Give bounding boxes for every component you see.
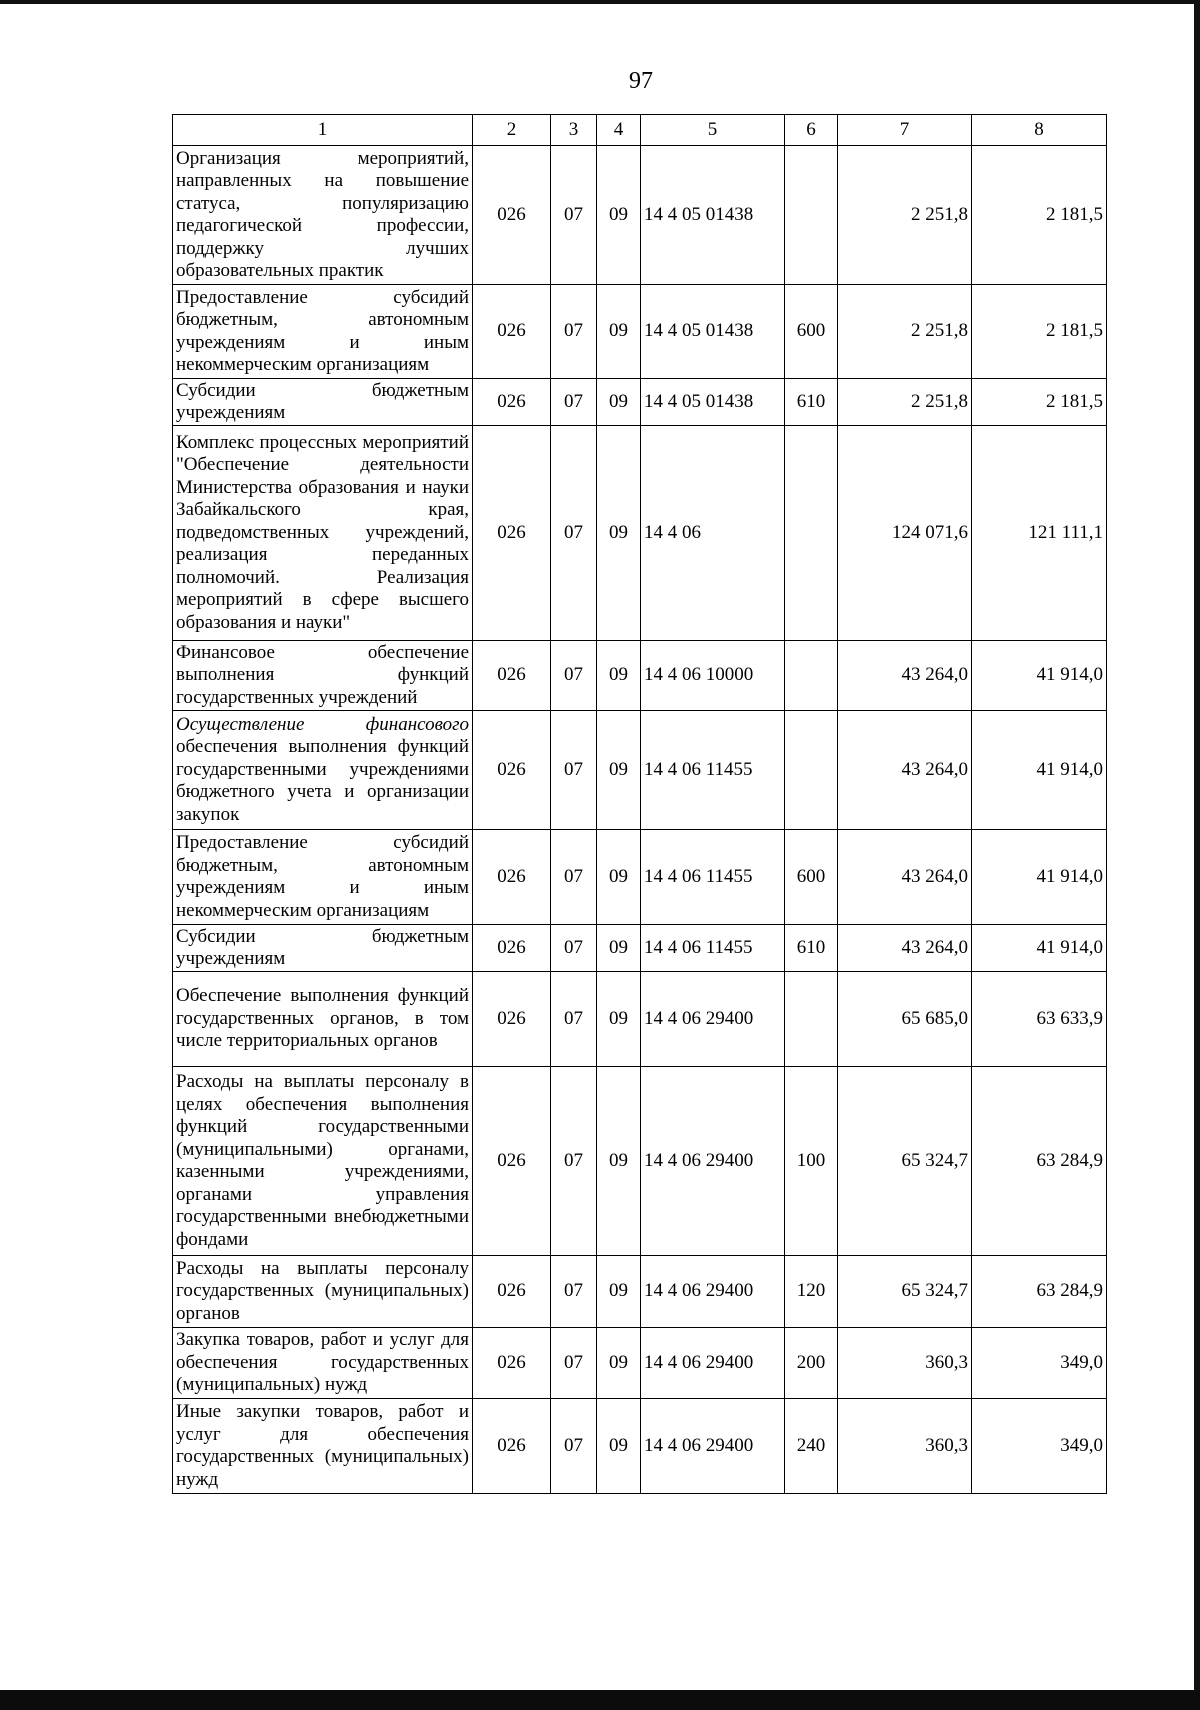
ministry-code-cell: 026 <box>473 1328 551 1399</box>
target-article-cell: 14 4 06 10000 <box>641 641 785 711</box>
table-row <box>173 426 1107 641</box>
expense-type-cell <box>785 426 838 641</box>
expense-name-cell: Предоставление субсидий бюджетным, автономным учреждениям и иным некоммерческим организациям <box>173 830 473 925</box>
ministry-code-cell: 026 <box>473 830 551 925</box>
amount-col7-cell: 124 071,6 <box>838 426 972 641</box>
amount-col8-cell: 41 914,0 <box>972 830 1107 925</box>
expense-type-cell <box>785 146 838 285</box>
target-article-cell: 14 4 05 01438 <box>641 146 785 285</box>
amount-col8-cell: 41 914,0 <box>972 925 1107 972</box>
section-code-cell: 07 <box>551 1067 597 1256</box>
column-header: 2 <box>473 115 551 146</box>
ministry-code-cell: 026 <box>473 285 551 379</box>
table-row <box>173 1256 1107 1328</box>
table-row <box>173 972 1107 1067</box>
amount-col8-cell: 349,0 <box>972 1328 1107 1399</box>
expense-type-cell: 240 <box>785 1399 838 1494</box>
table-row <box>173 1067 1107 1256</box>
ministry-code-cell: 026 <box>473 711 551 830</box>
table-row <box>173 1399 1107 1494</box>
expense-type-cell: 600 <box>785 285 838 379</box>
expense-name-cell: Закупка товаров, работ и услуг для обеспечения государственных (муниципальных) нужд <box>173 1328 473 1399</box>
column-header: 8 <box>972 115 1107 146</box>
subsection-code-cell: 09 <box>597 285 641 379</box>
section-code-cell: 07 <box>551 1399 597 1494</box>
expense-type-cell: 100 <box>785 1067 838 1256</box>
column-header: 6 <box>785 115 838 146</box>
amount-col7-cell: 43 264,0 <box>838 711 972 830</box>
amount-col8-cell: 2 181,5 <box>972 285 1107 379</box>
table-row <box>173 146 1107 285</box>
expense-name-cell: Финансовое обеспечение выполнения функций государственных учреждений <box>173 641 473 711</box>
subsection-code-cell: 09 <box>597 1328 641 1399</box>
target-article-cell: 14 4 06 29400 <box>641 1256 785 1328</box>
target-article-cell: 14 4 06 11455 <box>641 925 785 972</box>
ministry-code-cell: 026 <box>473 925 551 972</box>
column-header: 5 <box>641 115 785 146</box>
amount-col7-cell: 2 251,8 <box>838 146 972 285</box>
amount-col8-cell: 63 284,9 <box>972 1067 1107 1256</box>
subsection-code-cell: 09 <box>597 1399 641 1494</box>
amount-col8-cell: 2 181,5 <box>972 146 1107 285</box>
expense-name-cell: Иные закупки товаров, работ и услуг для обеспечения государственных (муниципальных) нужд <box>173 1399 473 1494</box>
expense-type-cell <box>785 711 838 830</box>
amount-col7-cell: 65 685,0 <box>838 972 972 1067</box>
ministry-code-cell: 026 <box>473 1067 551 1256</box>
target-article-cell: 14 4 06 11455 <box>641 711 785 830</box>
amount-col8-cell: 41 914,0 <box>972 641 1107 711</box>
target-article-cell: 14 4 06 11455 <box>641 830 785 925</box>
expense-name-cell: Расходы на выплаты персоналу государственных (муниципальных) органов <box>173 1256 473 1328</box>
section-code-cell: 07 <box>551 146 597 285</box>
amount-col7-cell: 2 251,8 <box>838 379 972 426</box>
expense-name-cell: Организация мероприятий, направленных на повышение статуса, популяризацию педагогической профессии, поддержку лучших образовательных практик <box>173 146 473 285</box>
ministry-code-cell: 026 <box>473 379 551 426</box>
section-code-cell: 07 <box>551 379 597 426</box>
page-number: 97 <box>629 68 653 94</box>
section-code-cell: 07 <box>551 285 597 379</box>
budget-table <box>172 114 1107 1494</box>
column-header: 4 <box>597 115 641 146</box>
table-header-row <box>173 115 1107 146</box>
amount-col7-cell: 65 324,7 <box>838 1256 972 1328</box>
section-code-cell: 07 <box>551 972 597 1067</box>
subsection-code-cell: 09 <box>597 426 641 641</box>
table-row <box>173 830 1107 925</box>
table-row <box>173 711 1107 830</box>
target-article-cell: 14 4 06 29400 <box>641 972 785 1067</box>
ministry-code-cell: 026 <box>473 1256 551 1328</box>
subsection-code-cell: 09 <box>597 641 641 711</box>
section-code-cell: 07 <box>551 830 597 925</box>
column-header: 7 <box>838 115 972 146</box>
scan-edge-bottom <box>0 1690 1200 1710</box>
ministry-code-cell: 026 <box>473 1399 551 1494</box>
amount-col7-cell: 43 264,0 <box>838 641 972 711</box>
amount-col7-cell: 43 264,0 <box>838 925 972 972</box>
amount-col8-cell: 63 633,9 <box>972 972 1107 1067</box>
subsection-code-cell: 09 <box>597 1256 641 1328</box>
amount-col7-cell: 360,3 <box>838 1328 972 1399</box>
expense-name-cell: Расходы на выплаты персоналу в целях обеспечения выполнения функций государственными (муниципальными) органами, казенными учреждениями, органами управления государственными внебюджетными фондами <box>173 1067 473 1256</box>
table-row <box>173 1328 1107 1399</box>
subsection-code-cell: 09 <box>597 711 641 830</box>
target-article-cell: 14 4 05 01438 <box>641 379 785 426</box>
expense-name-cell: Субсидии бюджетным учреждениям <box>173 925 473 972</box>
amount-col7-cell: 65 324,7 <box>838 1067 972 1256</box>
target-article-cell: 14 4 06 29400 <box>641 1399 785 1494</box>
amount-col7-cell: 2 251,8 <box>838 285 972 379</box>
target-article-cell: 14 4 06 29400 <box>641 1067 785 1256</box>
table-row <box>173 285 1107 379</box>
expense-name-cell: Осуществление финансового обеспечения выполнения функций государственными учреждениями бюджетного учета и организации закупок <box>173 711 473 830</box>
amount-col8-cell: 349,0 <box>972 1399 1107 1494</box>
amount-col7-cell: 360,3 <box>838 1399 972 1494</box>
amount-col8-cell: 121 111,1 <box>972 426 1107 641</box>
ministry-code-cell: 026 <box>473 972 551 1067</box>
column-header: 3 <box>551 115 597 146</box>
expense-type-cell <box>785 641 838 711</box>
section-code-cell: 07 <box>551 1328 597 1399</box>
table-row <box>173 925 1107 972</box>
ministry-code-cell: 026 <box>473 426 551 641</box>
scan-edge-top <box>0 0 1200 4</box>
expense-type-cell: 200 <box>785 1328 838 1399</box>
section-code-cell: 07 <box>551 711 597 830</box>
expense-name-cell: Комплекс процессных мероприятий "Обеспечение деятельности Министерства образования и науки Забайкальского края, подведомственных учреждений, реализация переданных полномочий. Реализация мероприятий в сфере высшего образования и науки" <box>173 426 473 641</box>
section-code-cell: 07 <box>551 925 597 972</box>
section-code-cell: 07 <box>551 1256 597 1328</box>
amount-col8-cell: 41 914,0 <box>972 711 1107 830</box>
subsection-code-cell: 09 <box>597 1067 641 1256</box>
ministry-code-cell: 026 <box>473 146 551 285</box>
target-article-cell: 14 4 05 01438 <box>641 285 785 379</box>
section-code-cell: 07 <box>551 426 597 641</box>
table-row <box>173 379 1107 426</box>
column-header: 1 <box>173 115 473 146</box>
subsection-code-cell: 09 <box>597 830 641 925</box>
scan-edge-right <box>1194 0 1200 1710</box>
subsection-code-cell: 09 <box>597 972 641 1067</box>
subsection-code-cell: 09 <box>597 146 641 285</box>
expense-type-cell: 610 <box>785 379 838 426</box>
expense-name-cell: Обеспечение выполнения функций государственных органов, в том числе территориальных органов <box>173 972 473 1067</box>
expense-name-cell: Предоставление субсидий бюджетным, автономным учреждениям и иным некоммерческим организациям <box>173 285 473 379</box>
amount-col8-cell: 63 284,9 <box>972 1256 1107 1328</box>
target-article-cell: 14 4 06 29400 <box>641 1328 785 1399</box>
expense-type-cell: 610 <box>785 925 838 972</box>
amount-col7-cell: 43 264,0 <box>838 830 972 925</box>
ministry-code-cell: 026 <box>473 641 551 711</box>
target-article-cell: 14 4 06 <box>641 426 785 641</box>
expense-type-cell: 600 <box>785 830 838 925</box>
section-code-cell: 07 <box>551 641 597 711</box>
expense-type-cell: 120 <box>785 1256 838 1328</box>
subsection-code-cell: 09 <box>597 925 641 972</box>
amount-col8-cell: 2 181,5 <box>972 379 1107 426</box>
subsection-code-cell: 09 <box>597 379 641 426</box>
table-row <box>173 641 1107 711</box>
expense-type-cell <box>785 972 838 1067</box>
expense-name-cell: Субсидии бюджетным учреждениям <box>173 379 473 426</box>
